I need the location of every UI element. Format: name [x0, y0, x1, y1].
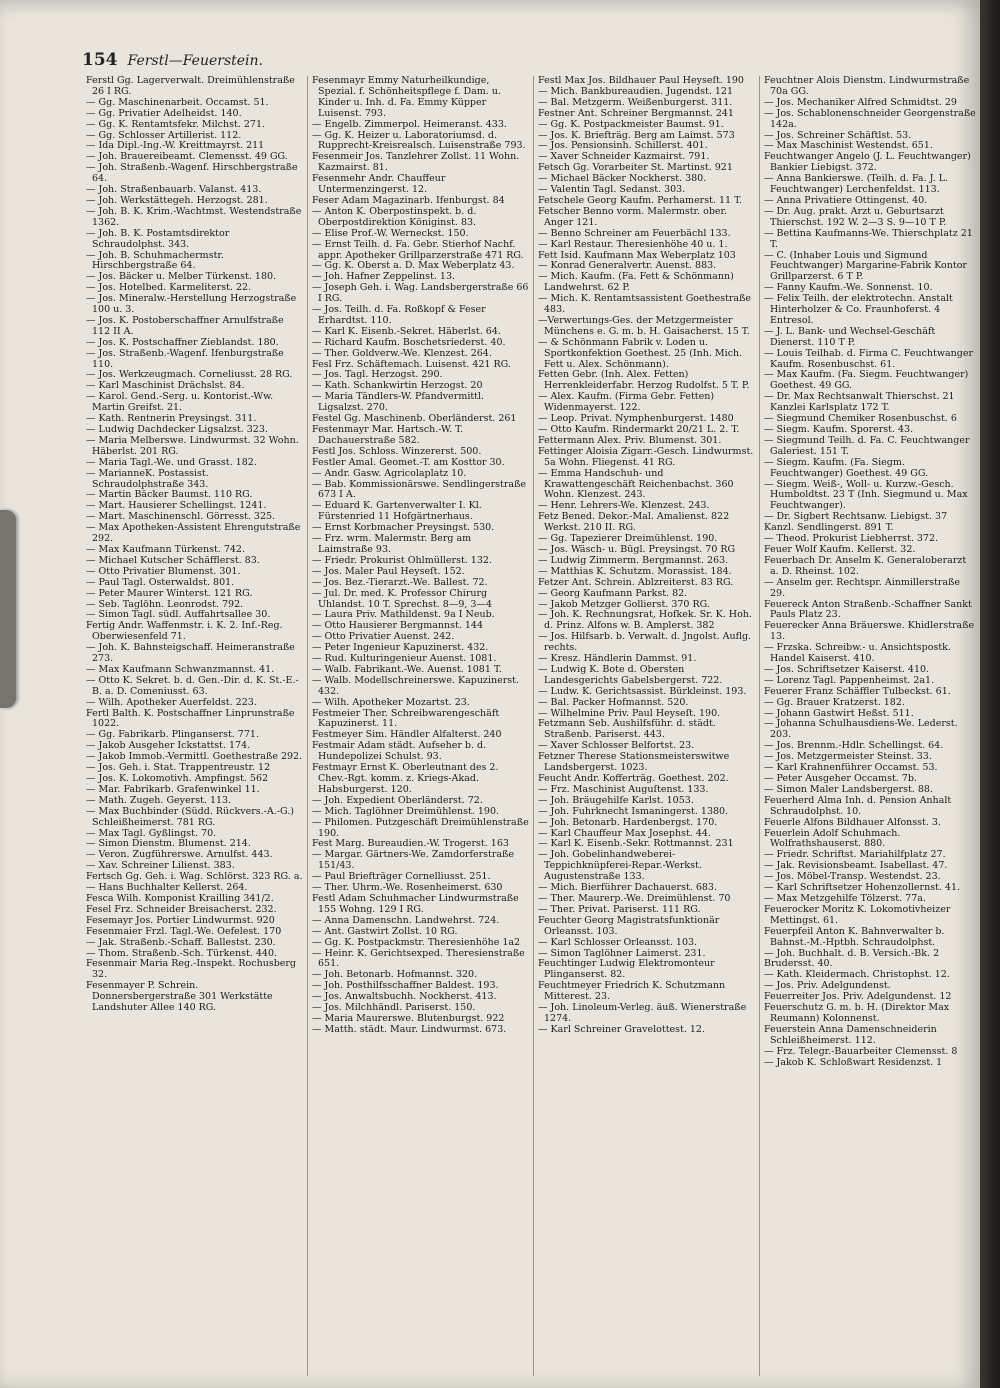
directory-entry: — Thom. Straßenb.-Sch. Türkenst. 440.	[86, 947, 278, 959]
directory-entry: — Henr. Lehrers-We. Klenzest. 243.	[538, 500, 710, 512]
directory-entry: — Seb. Taglöhn. Leonrodst. 792.	[86, 598, 244, 610]
directory-entry: — Laura Priv. Mathildenst. 9a I Neub.	[312, 609, 495, 621]
directory-entry: — Ernst Korbmacher Preysingst. 530.	[312, 522, 495, 534]
directory-entry: — Joh. Fuhrknecht Ismaningerst. 1380.	[538, 805, 729, 817]
directory-columns	[82, 76, 980, 1376]
directory-entry: — Joh. Brauereibeamt. Clemensst. 49 GG.	[86, 151, 288, 163]
directory-entry: — Jos. Pensionsinh. Schillerst. 401.	[538, 140, 708, 152]
directory-entry: — Jak. Revisionsbeamt. Isabellast. 47.	[764, 860, 948, 872]
next-page-edge	[980, 0, 1000, 1388]
directory-entry: — Siegmund Teilh. d. Fa. C. Feuchtwanger Galeriest. 151 T.	[764, 434, 970, 457]
directory-entry: Fetsch Gg. Vorarbeiter St. Martinst. 921	[538, 162, 733, 174]
directory-entry: Fetzmann Seb. Aushilfsführ. d. städt. Straßenb. Pariserst. 443.	[538, 718, 716, 741]
directory-entry: — Xaver Schlosser Belfortst. 23.	[538, 740, 695, 752]
directory-entry: Festl Adam Schuhmacher Lindwurmstraße 155 Wohng. 129 I RG.	[312, 892, 519, 915]
directory-entry: — Friedr. Schriftst. Mariahilfplatz 27.	[764, 849, 946, 861]
directory-entry: — Siegm. Kaufm. (Fa. Siegm. Feuchtwanger) Goethest. 49 GG.	[764, 456, 929, 479]
directory-entry: — Andr. Gasw. Agricolaplatz 10.	[312, 467, 467, 479]
directory-entry: — Jos. Hilfsarb. b. Verwalt. d. Jngolst. Auflg. rechts.	[538, 631, 752, 654]
directory-entry: Feuerschutz G. m. b. H. (Direktor Max Reumann) Kolonnenst.	[764, 1002, 950, 1024]
directory-entry: — Jos. Schreiner Schäftlst. 53.	[764, 129, 912, 141]
directory-entry: — Frz. Maschinist Auguſtenst. 133.	[538, 783, 709, 795]
directory-entry: — Lorenz Tagl. Pappenheimst. 2a1.	[764, 674, 935, 686]
directory-entry: — Paul Briefträger Cornelliusst. 251.	[312, 871, 491, 883]
directory-entry: — Bal. Packer Hofmannst. 520.	[538, 696, 689, 708]
directory-entry: — Wilh. Apotheker Mozartst. 23.	[312, 696, 470, 708]
column-1	[82, 76, 308, 1376]
directory-entry: Feuerbach Dr. Anselm K. Generaloberarzt a. D. Rheinst. 102.	[764, 554, 967, 577]
directory-entry: — Jos. Mechaniker Alfred Schmidtst. 29	[764, 96, 957, 108]
directory-entry: — Peter Maurer Winterst. 121 RG.	[86, 587, 253, 599]
directory-entry: — Walb. Fabrikant.-We. Auenst. 1081 T.	[312, 663, 502, 675]
directory-entry: — Gg. K. Oberst a. D. Max Weberplatz 43.	[312, 260, 515, 272]
directory-entry: — Joh. B. K. Postamtsdirektor Schraudolphst. 343.	[86, 227, 230, 250]
directory-entry: — Jos. Maler Paul Heyseſt. 152.	[312, 565, 465, 577]
directory-entry: — Anna Bankierswe. (Teilh. d. Fa. J. L. Feuchtwanger) Lerchenfeldst. 113.	[764, 173, 949, 196]
directory-entry: — Joh. Betonarb. Hofmannst. 320.	[312, 969, 478, 981]
directory-entry: — Kath. Schankwirtin Herzogst. 20	[312, 380, 483, 392]
directory-entry: — Simon Tagl. südl. Auffahrtsallee 30.	[86, 609, 271, 621]
directory-entry: — Jos. Bez.-Tierarzt.-We. Ballest. 72.	[312, 576, 488, 588]
directory-entry: — Veron. Zugführerswe. Arnulfst. 443.	[86, 849, 273, 861]
directory-entry: Fettermann Alex. Priv. Blumenst. 301.	[538, 434, 722, 446]
directory-entry: Fertl Balth. K. Postschaffner Linprunstraße 1022.	[86, 707, 295, 730]
directory-entry: — Anton K. Oberpostinspekt. b. d. Oberpostdirektion Königinst. 83.	[312, 205, 477, 228]
directory-entry: — Kath. Kleidermach. Christophst. 12.	[764, 969, 950, 981]
directory-entry: Festmair Adam städt. Aufseher b. d. Hundepolizei Schulst. 93.	[312, 740, 487, 763]
directory-entry: — Johanna Schulhausdiens-We. Lederst. 203.	[764, 718, 958, 741]
directory-entry: — Matthias K. Schutzm. Morassist. 184.	[538, 565, 732, 577]
directory-entry: — Gg. K. Heizer u. Laboratoriumsd. d. Rupprecht-Kreisrealsch. Luisenstraße 793.	[312, 129, 526, 152]
directory-entry: — Michael Bäcker Nockherst. 380.	[538, 173, 707, 185]
directory-entry: — Alex. Kaufm. (Firma Gebr. Fetten) Widenmayerst. 122.	[538, 391, 715, 414]
directory-entry: — Mich. Kaufm. (Fa. Fett & Schönmann) Landwehrst. 62 P.	[538, 271, 734, 294]
directory-entry: — Heinr. K. Gerichtsexped. Theresienstraße 651.	[312, 947, 525, 970]
directory-entry: Fesel Frz. Schneider Breisacherst. 232.	[86, 903, 277, 915]
directory-entry: — Kresz. Händlerin Dammst. 91.	[538, 653, 697, 665]
directory-entry: — Mich. Bierführer Dachauerst. 683.	[538, 882, 717, 894]
directory-entry: — Joh. K. Rechnungsrat, Hofkek. Sr. K. Hoh. d. Prinz. Alfons w. B. Amplerst. 382	[538, 609, 752, 632]
directory-entry: — Dr. Max Rechtsanwalt Thierschst. 21 Kanzlei Karlsplatz 172 T.	[764, 391, 955, 414]
directory-entry: — Bab. Kommissionärswe. Sendlingerstraße 673 I A.	[312, 478, 527, 501]
running-head: Ferstl—Feuerstein.	[127, 53, 263, 69]
directory-entry: —Verwertungs-Ges. der Metzgermeister Münchens e. G. m. b. H. Gaisacherst. 15 T.	[538, 314, 750, 337]
directory-entry: Ferstl Gg. Lagerverwalt. Dreimühlenstraße 26 I RG.	[86, 76, 295, 97]
directory-entry: — Karl Chauffeur Max Josephst. 44.	[538, 827, 711, 839]
directory-entry: — Karl Schriftsetzer Hohenzollernst. 41.	[764, 882, 961, 894]
directory-entry: — Siegm. Kaufm. Sporerst. 43.	[764, 424, 914, 435]
directory-entry: — Joh. Linoleum-Verleg. äuß. Wienerstraße 1274.	[538, 1002, 747, 1024]
directory-entry: — Gg. K. Rentamtsfekr. Milchst. 271.	[86, 118, 266, 130]
column-4	[760, 76, 980, 1376]
directory-entry: — Joh. Straßenb.-Wagenf. Hirschbergstraße 64.	[86, 162, 298, 185]
directory-entry: — Frzska. Schreibw.- u. Ansichtspostk. Handel Kaiserst. 410.	[764, 642, 951, 665]
directory-entry: — Philomen. Putzgeschäft Dreimühlenstraße 190.	[312, 816, 529, 839]
directory-entry: — Max Kaufm. (Fa. Siegm. Feuchtwanger) Goethest. 49 GG.	[764, 369, 969, 392]
directory-entry: — Peter Ingenieur Kapuzinerst. 432.	[312, 642, 489, 654]
directory-entry: — Ernst Teilh. d. Fa. Gebr. Stierhof Nachf. appr. Apotheker Grillparzerstraße 471 RG.	[312, 238, 524, 261]
page-header	[82, 50, 263, 76]
directory-entry: Feuer Wolf Kaufm. Kellerst. 32.	[764, 543, 916, 555]
directory-entry: Feuerpfeil Anton K. Bahnverwalter b. Bahnst.-M.-Hptbh. Schraudolphst.	[764, 925, 945, 948]
directory-entry: — Anselm ger. Rechtspr. Ainmillerstraße 29.	[764, 576, 960, 599]
directory-entry: — Max Kaufmann Schwanzmannst. 41.	[86, 663, 275, 675]
directory-entry: — Jos. Hotelbed. Karmeliterst. 22.	[86, 282, 252, 294]
directory-entry: Feuerstein Anna Damenschneiderin Schleißheimerst. 112.	[764, 1023, 937, 1046]
directory-entry: — Karl Krahnenführer Occamst. 53.	[764, 762, 938, 774]
directory-entry: — Maria Tändlers-W. Pfandvermittl. Ligsalzst. 270.	[312, 391, 485, 414]
directory-entry: — Jos. Schriftsetzer Kaiserst. 410.	[764, 663, 930, 675]
directory-entry: — Jos. Brennm.-Hdlr. Schellingst. 64.	[764, 740, 944, 752]
directory-entry: — Eduard K. Gartenverwalter I. Kl. Fürstenried 11 Hofgärtnerhaus.	[312, 500, 482, 523]
directory-entry: — Karl Schlosser Orleansst. 103.	[538, 936, 698, 948]
directory-entry: Festmeier Ther. Schreibwarengeschäft Kapuzinerst. 11.	[312, 707, 500, 730]
directory-entry: — Ludwig K. Bote d. Obersten Landesgerichts Gabelsbergerst. 722.	[538, 663, 723, 686]
directory-entry: — & Schönmann Fabrik v. Loden u. Sportkonfektion Goethest. 25 (Inh. Mich. Fett u. Alex. Schönmann).	[538, 336, 743, 370]
directory-entry: — Maria Tagl.-We. und Grasst. 182.	[86, 456, 257, 468]
directory-entry: — Joh. Straßenbauarb. Valanst. 413.	[86, 184, 262, 196]
directory-entry: — Jos. Wäsch- u. Bügl. Preysingst. 70 RG	[538, 543, 736, 555]
directory-entry: — Ida Dipl.-Ing.-W. Kreittmayrst. 211	[86, 140, 265, 152]
directory-entry: — Jos. Mineralw.-Herstellung Herzogstraße 100 u. 3.	[86, 293, 297, 316]
directory-entry: Feuchtinger Ludwig Elektromonteur Plinganserst. 82.	[538, 958, 715, 981]
directory-entry: — Joh. Gobelinhandweberei-Teppichknüpferei-Repar.-Werkst. Augustenstraße 133.	[538, 849, 702, 883]
directory-entry: — Ludwig Dachdecker Ligsalzst. 323.	[86, 424, 268, 435]
directory-entry: — Martin Bäcker Baumst. 110 RG.	[86, 489, 253, 501]
column-3	[534, 76, 760, 1376]
directory-entry: — C. (Inhaber Louis und Sigmund Feuchtwanger) Margarine-Fabrik Kontor Grillparzerst. 6 T P.	[764, 249, 967, 283]
directory-entry: — Jakob Ausgeher Ickstattst. 174.	[86, 740, 251, 752]
directory-entry: Festmeyer Sim. Händler Alfalterst. 240	[312, 729, 502, 741]
directory-entry: — Jos. Teilh. d. Fa. Roßkopf & Feser Erhardtst. 110.	[312, 304, 486, 326]
directory-entry: — Joh. B. K. Krim.-Wachtmst. Westendstraße 1362.	[86, 205, 302, 228]
directory-entry: — Joh. B. Schuhmachermstr. Hirschbergstraße 64.	[86, 249, 224, 272]
column-2	[308, 76, 534, 1376]
directory-entry: — Walb. Modellschreinerswe. Kapuzinerst. 432.	[312, 674, 519, 697]
directory-entry: — Ludw. K. Gerichtsassist. Bürkleinst. 193.	[538, 685, 747, 697]
directory-entry: — Ther. Maurerp.-We. Dreimühlenst. 70	[538, 892, 731, 904]
directory-entry: — Jul. Dr. med. K. Professor Chirurg Uhlandst. 10 T. Sprechst. 8—9, 3—4	[312, 587, 492, 610]
directory-entry: — Maria Melberswe. Lindwurmst. 32 Wohn. Häberlst. 201 RG.	[86, 434, 299, 457]
directory-entry: — Jakob Immob.-Vermittl. Goethestraße 292.	[86, 751, 303, 763]
directory-entry: Fesenmair Maria Reg.-Inspekt. Rochusberg 32.	[86, 958, 297, 981]
directory-entry: — Jos. Geh. i. Stat. Trappentreustr. 12	[86, 762, 271, 774]
directory-entry: — Jakob Metzger Gollierst. 370 RG.	[538, 598, 710, 610]
directory-entry: — Joh. Betonarb. Hardenbergst. 170.	[538, 816, 718, 828]
directory-entry: — Simon Dienstm. Blumenst. 214.	[86, 838, 251, 850]
directory-entry: — Mart. Maschinenschl. Görresst. 325.	[86, 511, 276, 523]
directory-entry: — Otto Kaufm. Rindermarkt 20/21 L. 2. T.	[538, 424, 740, 435]
directory-entry: Fetten Gebr. (Inh. Alex. Fetten) Herrenkleiderfabr. Herzog Rudolfst. 5 T. P.	[538, 369, 750, 392]
directory-entry: — Gg. Fabrikarb. Plinganserst. 771.	[86, 729, 259, 741]
directory-entry: — Otto Privatier Auenst. 242.	[312, 631, 455, 643]
directory-entry: — Ther. Goldverw.-We. Klenzest. 264.	[312, 347, 492, 359]
directory-entry: — Leop. Privat. Nymphenburgerst. 1480	[538, 413, 734, 425]
directory-entry: — Mich. Taglöhner Dreimühlenst. 190.	[312, 805, 500, 817]
directory-entry: — Gg. K. Postpackmstr. Theresienhöhe 1a2	[312, 936, 521, 948]
directory-entry: — Joh. K. Bahnsteigschaff. Heimeranstraße 273.	[86, 642, 295, 665]
directory-entry: — Louis Teilhab. d. Firma C. Feuchtwanger Kaufm. Rosenbuschst. 61.	[764, 347, 973, 370]
directory-entry: — Xaver Schneider Kazmairst. 791.	[538, 151, 710, 163]
directory-entry: Fettinger Aloisia Zigarr.-Gesch. Lindwurmst. 5a Wohn. Fliegenst. 41 RG.	[538, 445, 754, 468]
directory-entry: — Maria Maurerswe. Blutenburgst. 922	[312, 1012, 505, 1024]
directory-entry: — Otto K. Sekret. b. d. Gen.-Dir. d. K. St.-E.-B. a. D. Comeniusst. 63.	[86, 674, 299, 697]
directory-entry: — Siegmund Chemiker Rosenbuschst. 6	[764, 413, 957, 425]
directory-entry: — Max Kaufmann Türkenst. 742.	[86, 543, 245, 555]
directory-entry: Festner Ant. Schreiner Bergmannst. 241	[538, 107, 734, 119]
directory-entry: Fetz Bened. Dekor.-Mal. Amalienst. 822 Werkst. 210 II. RG.	[538, 511, 730, 534]
directory-entry: — Wilhelmine Priv. Paul Heyseſt. 190.	[538, 707, 721, 719]
directory-entry: — Felix Teilh. der elektrotechn. Anstalt Hinterholzer & Co. Fraunhoferst. 4 Entresol.	[764, 293, 953, 326]
directory-entry: Fertig Andr. Waffenmstr. i. K. 2. Inf.-Reg. Oberwiesenfeld 71.	[86, 620, 283, 643]
directory-entry: Feuerlein Adolf Schuhmach. Wolfrathshauserst. 880.	[764, 827, 901, 850]
directory-entry: — Hans Buchhalter Kellerst. 264.	[86, 882, 248, 894]
directory-entry: — Otto Privatier Blumenst. 301.	[86, 565, 241, 577]
directory-entry: Fesenmaier Frzl. Tagl.-We. Oefelest. 170	[86, 925, 282, 937]
directory-entry: — Math. Zugeh. Geyerst. 113.	[86, 794, 232, 806]
directory-entry: — Siegm. Weiß-, Woll- u. Kurzw.-Gesch. Humboldtst. 23 T (Inh. Siegmund u. Max Feuchtwanger).	[764, 478, 968, 512]
directory-entry: — Jos. Priv. Adelgundenst.	[764, 980, 891, 992]
directory-entry: — Theod. Prokurist Liebherrst. 372.	[764, 533, 939, 545]
directory-entry: — Jos. K. Postoberschaffner Arnulfstraße 112 II A.	[86, 314, 284, 337]
directory-entry: Feuerle Alfons Bildhauer Alfonsst. 3.	[764, 816, 941, 828]
directory-entry: — Dr. Sigbert Rechtsanw. Liebigst. 37	[764, 511, 948, 523]
directory-entry: Feuerocker Moritz K. Lokomotivheizer Mettingst. 61.	[764, 903, 951, 926]
directory-entry: — Matth. städt. Maur. Lindwurmst. 673.	[312, 1023, 507, 1035]
binding-tab	[0, 510, 16, 708]
directory-entry: — Karl K. Eisenb.-Sekret. Häberlst. 64.	[312, 325, 501, 337]
directory-entry: — Gg. Privatier Adelheidst. 140.	[86, 107, 242, 119]
directory-entry: Fett Isid. Kaufmann Max Weberplatz 103	[538, 249, 736, 261]
directory-entry: Kanzl. Sendlingerst. 891 T.	[764, 522, 894, 534]
directory-entry: — Ther. Privat. Pariserst. 111 RG.	[538, 903, 701, 915]
directory-entry: Festler Amal. Geomet.-T. am Kosttor 30.	[312, 456, 505, 468]
directory-entry: — Valentin Tagl. Sedanst. 303.	[538, 184, 686, 196]
directory-entry: — Anna Damenschn. Landwehrst. 724.	[312, 914, 500, 926]
directory-entry: — Gg. Brauer Kratzerst. 182.	[764, 696, 905, 708]
directory-entry: — Peter Ausgeher Occamst. 7b.	[764, 773, 917, 784]
directory-entry: — Richard Kaufm. Boschetsriederst. 40.	[312, 336, 506, 348]
directory-entry: — Joh. Bräugehilfe Karlst. 1053.	[538, 794, 694, 806]
directory-entry: — Jos. Metzgermeister Steinst. 33.	[764, 751, 932, 763]
directory-entry: — Joseph Geh. i. Wag. Landsbergerstraße 66 I RG.	[312, 282, 529, 305]
directory-entry: Fesca Wilh. Komponist Krailling 341/2.	[86, 892, 274, 904]
directory-entry: Feuerherd Alma Inh. d. Pension Anhalt Schraudolphst. 10.	[764, 794, 952, 817]
directory-entry: Feuerecker Anna Bräuerswe. Khidlerstraße 13.	[764, 620, 975, 643]
directory-entry: — Jos. Milchhändl. Pariserst. 150.	[312, 1002, 476, 1014]
directory-entry: Feucht Andr. Kofferträg. Goethest. 202.	[538, 773, 729, 784]
directory-entry: — Jos. Schablonenschneider Georgenstraße 142a.	[764, 107, 976, 130]
directory-entry: — Johann Gastwirt Heßst. 511.	[764, 707, 914, 719]
directory-entry: Feuchtner Alois Dienstm. Lindwurmstraße 70a GG.	[764, 76, 970, 97]
directory-entry: — Xav. Schreiner Lilienst. 383.	[86, 860, 235, 872]
directory-entry: — Max Buchbinder (Südd. Rückvers.-A.-G.) Schleißheimerst. 781 RG.	[86, 805, 294, 828]
directory-entry: Fesl Frz. Schäftemach. Luisenst. 421 RG.	[312, 358, 511, 370]
directory-entry: — Joh. Werkstättegeh. Herzogst. 281.	[86, 194, 268, 206]
directory-entry: — Jos. Tagl. Herzogst. 290.	[312, 369, 443, 381]
directory-entry: — Joh. Buchhalt. d. B. Versich.-Bk. 2	[764, 947, 940, 959]
directory-entry: Fesenmeir Jos. Tanzlehrer Zollst. 11 Wohn. Kazmairst. 81.	[312, 151, 520, 174]
directory-entry: — Gg. K. Postpackmeister Baumst. 91.	[538, 118, 724, 130]
directory-entry: — Gg. Schlosser Artillerist. 112.	[86, 129, 242, 141]
directory-entry: — Michael Kutscher Schäfflerst. 83.	[86, 554, 260, 566]
directory-entry: Festel Gg. Maschinenb. Oberländerst. 261	[312, 413, 517, 425]
directory-entry: — Max Metzgehilfe Tölzerst. 77a.	[764, 892, 926, 904]
directory-entry: — Anna Privatiere Ottingenst. 40.	[764, 194, 928, 206]
directory-entry: — Simon Maler Landsbergerst. 88.	[764, 783, 933, 795]
directory-entry: Feuerer Franz Schäffler Tulbeckst. 61.	[764, 685, 951, 697]
directory-entry: Fetschele Georg Kaufm. Perhamerst. 11 T.	[538, 194, 743, 206]
directory-entry: — Simon Taglöhner Laimerst. 231.	[538, 947, 706, 959]
directory-entry: — Frz. Telegr.-Bauarbeiter Clemensst. 8	[764, 1045, 958, 1057]
directory-entry: Feser Adam Magazinarb. Ifenburgst. 84	[312, 194, 505, 206]
directory-entry: Fetzner Therese Stationsmeisterswitwe Landsbergerst. 1023.	[538, 751, 730, 774]
directory-entry: Brudersst. 40.	[764, 958, 833, 970]
directory-entry: — Rud. Kulturingenieur Auenst. 1081.	[312, 653, 497, 665]
directory-entry: — Max Tagl. Gyßlingst. 70.	[86, 827, 217, 839]
directory-entry: Fesenmehr Andr. Chauffeur Untermenzingerst. 12.	[312, 173, 446, 196]
directory-entry: — Benno Schreiner am Feuerbächl 133.	[538, 227, 731, 239]
directory-entry: — Jos. K. Briefträg. Berg am Laimst. 573	[538, 129, 735, 141]
directory-entry: Fesenmayer P. Schrein. Donnersbergerstraße 301 Werkstätte Landshuter Allee 140 RG.	[86, 980, 273, 1014]
directory-entry: — Jos. K. Postschaffner Zieblandst. 180.	[86, 336, 279, 348]
directory-entry: — Jakob K. Schloßwart Residenzst. 1	[764, 1056, 943, 1068]
directory-entry: — Engelb. Zimmerpol. Heimeranst. 433.	[312, 118, 507, 130]
directory-entry: — Fanny Kaufm.-We. Sonnenst. 10.	[764, 282, 933, 294]
directory-entry: — Joh. Hafner Zeppelinst. 13.	[312, 271, 456, 283]
directory-entry: Feuerreiter Jos. Priv. Adelgundenst. 12	[764, 991, 952, 1003]
directory-entry: — Karl Maschinist Drächslst. 84.	[86, 380, 245, 392]
directory-entry: — Emma Handschuh- und Krawattengeschäft Reichenbachst. 360 Wohn. Klenzest. 243.	[538, 467, 734, 501]
directory-entry: — Otto Hausierer Bergmannst. 144	[312, 620, 484, 632]
directory-entry: — Jos. Anwaltsbuchh. Nockherst. 413.	[312, 991, 497, 1003]
directory-entry: — Bettina Kaufmanns-We. Thierschplatz 21 T.	[764, 227, 973, 250]
page-number: 154	[82, 50, 118, 70]
directory-entry: — J. L. Bank- und Wechsel-Geschäft Dienerst. 110 T P.	[764, 325, 936, 348]
directory-entry: Feuereck Anton Straßenb.-Schaffner Sankt Pauls Platz 23.	[764, 598, 972, 621]
directory-entry: — Jos. K. Lokomotivh. Ampfingst. 562	[86, 773, 269, 784]
directory-entry: — Frz. wrm. Malermstr. Berg am Laimstraße 93.	[312, 533, 472, 555]
directory-entry: — Gg. Tapezierer Dreimühlenst. 190.	[538, 533, 718, 545]
directory-entry: Festl Jos. Schloss. Winzererst. 500.	[312, 445, 482, 457]
directory-entry: — Mich. Bankbureaudien. Jugendst. 121	[538, 85, 734, 97]
directory-entry: Festmayr Ernst K. Oberleutnant des 2. Chev.-Rgt. komm. z. Kriegs-Akad. Habsburgerst. 120.	[312, 762, 499, 795]
directory-entry: — Ludwig Zimmerm. Bergmannst. 263.	[538, 554, 729, 566]
directory-entry: Feuchter Georg Magistratsfunktionär Orleansst. 103.	[538, 914, 720, 937]
directory-entry: — Max Maschinist Westendst. 651.	[764, 140, 933, 152]
directory-entry: — Jak. Straßenb.-Schaff. Ballestst. 230.	[86, 936, 276, 948]
directory-entry: Fest Marg. Bureaudien.-W. Trogerst. 163	[312, 838, 509, 850]
directory-entry: Feuchtmeyer Friedrich K. Schutzmann Mitterest. 23.	[538, 980, 726, 1003]
directory-entry: Fesemayr Jos. Portier Lindwurmst. 920	[86, 914, 275, 926]
directory-entry: — Karl Schreiner Gravelottest. 12.	[538, 1023, 705, 1035]
directory-entry: Fertsch Gg. Geh. i. Wag. Schlörst. 323 RG. a.	[86, 871, 303, 883]
directory-entry: — Jos. Werkzeugmach. Corneliusst. 28 RG.	[86, 369, 293, 381]
directory-entry: — Bal. Metzgerm. Weißenburgerst. 311.	[538, 96, 733, 108]
directory-entry: — Elise Prof.-W. Werneckst. 150.	[312, 227, 469, 239]
directory-entry: Fetscher Benno vorm. Malermstr. ober. Anger 121.	[538, 205, 728, 228]
directory-entry: — Karl K. Eisenb.-Sekr. Rottmannst. 231	[538, 838, 734, 850]
directory-entry: — Wilh. Apotheker Auerfeldst. 223.	[86, 696, 257, 708]
directory-entry: — Mar. Fabrikarb. Grafenwinkel 11.	[86, 783, 260, 795]
directory-entry: — Ther. Uhrm.-We. Rosenheimerst. 630	[312, 882, 503, 894]
directory-entry: — Karl Restaur. Theresienhöhe 40 u. 1.	[538, 238, 728, 250]
directory-entry: — Mich. K. Rentamtsassistent Goethestraße 483.	[538, 293, 752, 316]
directory-entry: — Jos. Bäcker u. Melber Türkenst. 180.	[86, 271, 277, 283]
directory-entry: — Gg. Maschinenarbeit. Occamst. 51.	[86, 96, 269, 108]
directory-entry: — Kath. Rentnerin Preysingst. 311.	[86, 413, 257, 425]
directory-entry: — Karol. Gend.-Serg. u. Kontorist.-Ww. Martin Greifst. 21.	[86, 391, 274, 414]
directory-entry: — Ant. Gastwirt Zollst. 10 RG.	[312, 925, 458, 937]
directory-entry: — Friedr. Prokurist Ohlmüllerst. 132.	[312, 554, 492, 566]
directory-entry: — Joh. Posthilfsschaffner Baldest. 193.	[312, 980, 499, 992]
directory-entry: — Mart. Hausierer Schellingst. 1241.	[86, 500, 267, 512]
directory-entry: — Joh. Expedient Oberländerst. 72.	[312, 794, 483, 806]
directory-entry: — Konrad Generalvertr. Auenst. 883.	[538, 260, 717, 272]
directory-entry: — Dr. Aug. prakt. Arzt u. Geburtsarzt Thierschst. 192 W. 2—3 S. 9—10 T P.	[764, 205, 947, 228]
directory-entry: Feuchtwanger Angelo (J. L. Feuchtwanger) Bankier Liebigst. 372.	[764, 151, 971, 174]
directory-entry: — Max Apotheken-Assistent Ehrengutstraße 292.	[86, 522, 301, 545]
directory-entry: Fetzer Ant. Schrein. Ablzreiterst. 83 RG.	[538, 576, 734, 588]
directory-entry: Festl Max Jos. Bildhauer Paul Heyseſt. 190	[538, 76, 744, 86]
directory-entry: Fesenmayr Emmy Naturheilkundige, Spezial. f. Schönheitspflege f. Dam. u. Kinder u. Inh. d. Fa. Emmy Küpper Luisenst. 793.	[312, 76, 501, 119]
directory-entry: — Jos. Straßenb.-Wagenf. Ifenburgstraße 110.	[86, 347, 284, 370]
directory-entry: — Margar. Gärtners-We. Zamdorferstraße 151/43.	[312, 849, 515, 872]
directory-entry: — MarianneK. Postassist. Schraudolphstraße 343.	[86, 467, 209, 490]
directory-entry: — Jos. Möbel-Transp. Westendst. 23.	[764, 871, 941, 883]
directory-entry: Festenmayr Mar. Hartsch.-W. T. Dachauerstraße 582.	[312, 424, 464, 446]
directory-entry: — Paul Tagl. Osterwaldst. 801.	[86, 576, 235, 588]
directory-entry: — Georg Kaufmann Parkst. 82.	[538, 587, 688, 599]
